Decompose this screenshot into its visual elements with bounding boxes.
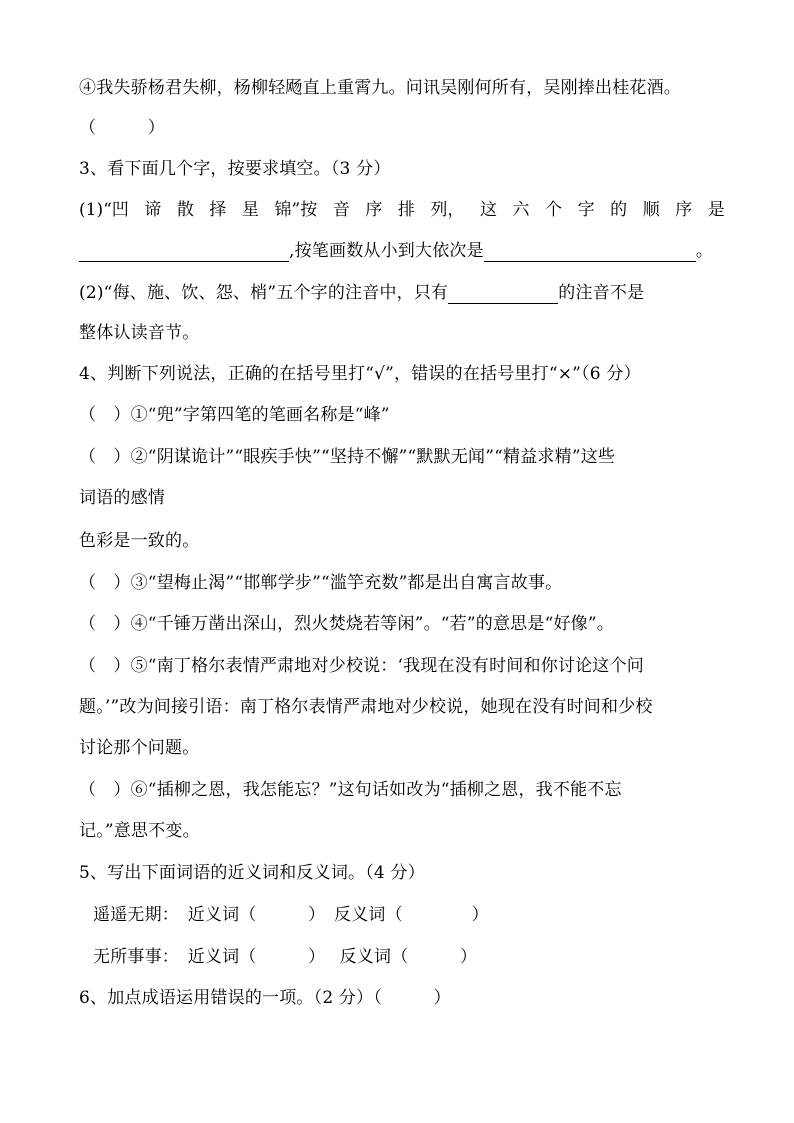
answer-blank[interactable]: [448, 285, 558, 304]
question-4-item-6-cont: 记。”意思不变。: [79, 821, 200, 841]
question-text: (2)“侮、施、饮、怨、梢”五个字的注音中，只有: [79, 283, 449, 303]
question-4-item-2-cont: 词语的感情: [79, 488, 165, 508]
word: 顺: [642, 200, 660, 220]
word: 排: [397, 200, 415, 220]
question-5-row-1: 遥遥无期： 近义词（ ） 反义词（ ）: [93, 905, 489, 925]
question-4-item-1: （ ）①“兜”字第四笔的笔画名称是“峰”: [79, 405, 390, 425]
question-4-item-5-cont: 讨论那个问题。: [79, 738, 200, 758]
question-4-item-2: （ ）②“阴谋诡计”“眼疾手快”“坚持不懈”“默默无闻”“精益求精”这些: [79, 447, 616, 467]
question-4-item-3: （ ）③“望梅止渴”“邯郸学步”“滥竽充数”都是出自寓言故事。: [79, 573, 563, 593]
word: 六: [512, 200, 530, 220]
question-3-part-2-cont: 整体认读音节。: [79, 323, 200, 343]
word: (1)“凹: [79, 200, 129, 220]
word: 散: [176, 200, 194, 220]
word: 锦”按: [274, 200, 318, 220]
question-3-part-1-line: [79, 199, 725, 221]
question-3-part-1-blanks: [79, 240, 713, 262]
word: 音: [332, 200, 350, 220]
word: 个: [545, 200, 563, 220]
question-4-item-4: （ ）④“千锤万凿出深山，烈火焚烧若等闲”。“若”的意思是“好像”。: [79, 614, 614, 634]
word: 字: [577, 200, 595, 220]
answer-blank[interactable]: [79, 243, 289, 262]
word: 序: [365, 200, 383, 220]
word: 的: [610, 200, 628, 220]
word: 择: [209, 200, 227, 220]
answer-blank[interactable]: [484, 243, 696, 262]
question-4-item-5: （ ）⑤“南丁格尔表情严肃地对少校说：‘我现在没有时间和你讨论这个问: [79, 656, 644, 676]
question-4-heading: 4、判断下列说法，正确的在括号里打“√”，错误的在括号里打“×”（6 分）: [79, 364, 641, 384]
question-text: 的注音不是: [558, 283, 645, 303]
question-4-item-5-cont: 题。’”改为间接引语：南丁格尔表情严肃地对少校说，她现在没有时间和少校: [79, 697, 653, 717]
question-5-row-2: 无所事事： 近义词（ ） 反义词（ ）: [93, 947, 478, 967]
word: 星: [241, 200, 259, 220]
question-3-part-2: [79, 282, 644, 304]
word: 列，: [430, 200, 465, 220]
question-4-item-6: （ ）⑥“插柳之恩，我怎能忘？”这句话如改为“插柳之恩，我不能不忘: [79, 780, 622, 800]
word: 谛: [144, 200, 162, 220]
word: 是: [707, 200, 725, 220]
blank-connector-text: ,按笔画数从小到大依次是: [289, 241, 484, 261]
period: 。: [695, 241, 714, 261]
answer-paren: （ ）: [79, 118, 165, 138]
word: 序: [675, 200, 693, 220]
word: 这: [479, 200, 497, 220]
question-4-item-2-cont: 色彩是一致的。: [79, 531, 200, 551]
question-2-item-4: ④我失骄杨君失柳，杨柳轻飏直上重霄九。问讯吴刚何所有，吴刚捧出桂花酒。: [79, 78, 681, 98]
question-6-heading: 6、加点成语运用错误的一项。（2 分）（ ）: [79, 988, 451, 1008]
question-5-heading: 5、写出下面词语的近义词和反义词。（4 分）: [79, 863, 425, 883]
question-3-heading: 3、看下面几个字，按要求填空。（3 分）: [79, 159, 391, 179]
